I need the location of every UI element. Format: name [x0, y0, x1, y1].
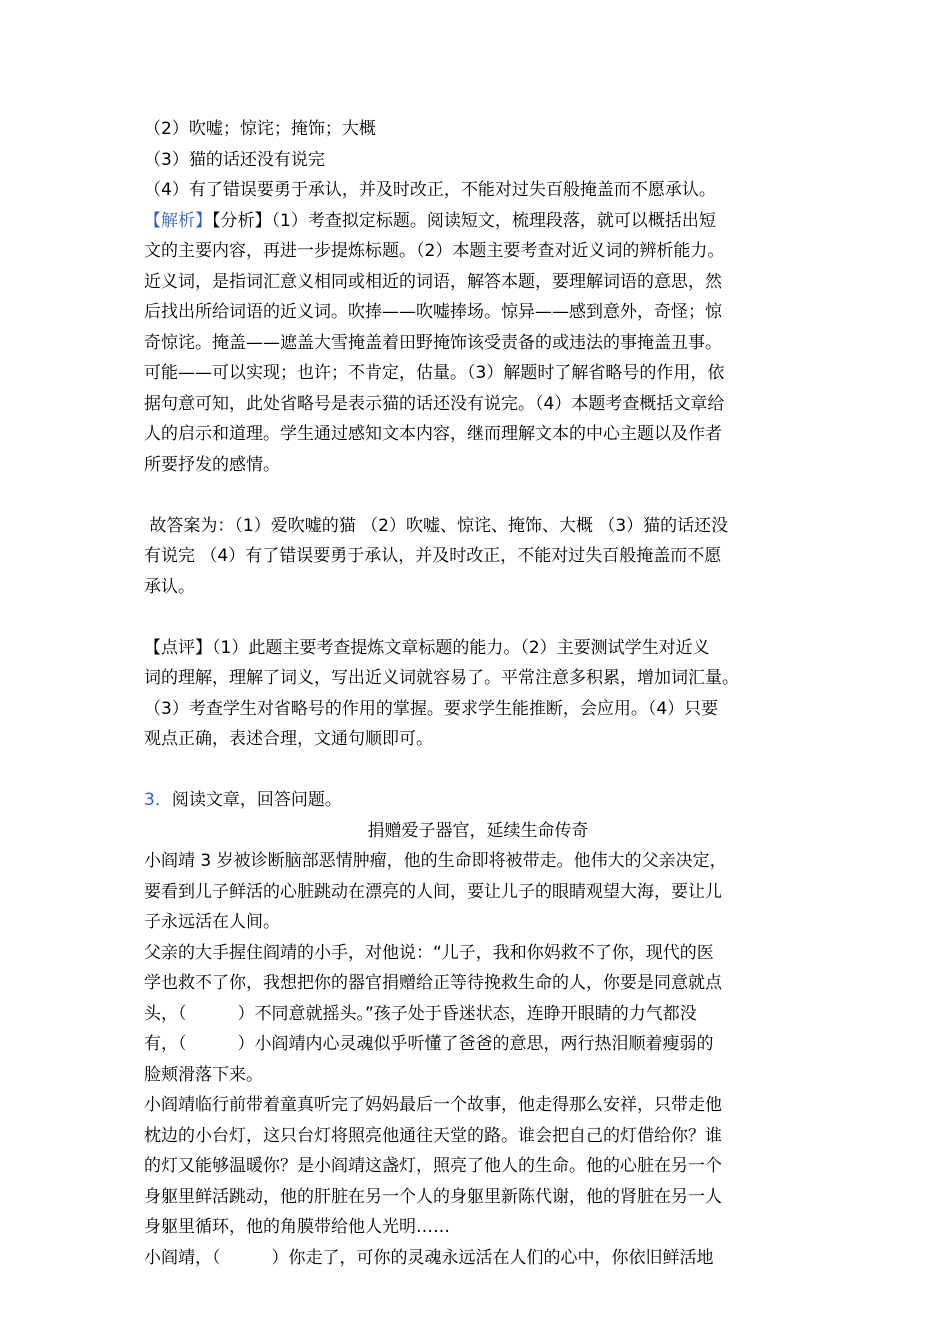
answer-summary-line-2: 有说完 （4）有了错误要勇于承认，并及时改正，不能对过失百般掩盖而不愿	[144, 546, 722, 566]
paragraph-line: 子永远活在人间。	[144, 912, 280, 932]
answer-summary-line-1: 故答案为：（1）爱吹嘘的猫 （2）吹嘘、惊诧、掩饰、大概 （3）猫的话还没	[144, 515, 729, 536]
analysis-line-7: 据句意可知，此处省略号是表示猫的话还没有说完。（4）本题考查概括文章给	[144, 393, 725, 414]
paragraph-line: 学也救不了你，我想把你的器官捐赠给正等待挽救生命的人，你要是同意就点	[144, 973, 722, 993]
answer-summary-line-3: 承认。	[144, 576, 195, 597]
analysis-line-6: 可能——可以实现；也许；不肯定，估量。（3）解题时了解省略号的作用，依	[144, 363, 725, 383]
analysis-line-9: 所要抒发的感情。	[144, 454, 280, 475]
paragraph-line: 枕边的小台灯，这只台灯将照亮他通往天堂的路。谁会把自己的灯借给你？谁	[144, 1125, 722, 1146]
analysis-line-8: 人的启示和道理。学生通过感知文本内容，继而理解文本的中心主题以及作者	[144, 424, 722, 444]
comment-line-1: 【点评】（1）此题主要考查提炼文章标题的能力。（2）主要测试学生对近义	[144, 637, 710, 658]
analysis-tag: 【解析】	[144, 210, 212, 231]
paragraph-line: 的灯又能够温暖你？是小阎靖这盏灯，照亮了他人的生命。他的心脏在另一个	[144, 1156, 722, 1176]
answer-4: （4）有了错误要勇于承认，并及时改正，不能对过失百般掩盖而不愿承认。	[144, 180, 716, 200]
spacer	[144, 602, 812, 633]
comment-line-3: （3）考查学生对省略号的作用的掌握。要求学生能推断，会应用。（4）只要	[144, 698, 719, 719]
analysis-line-5: 奇惊诧。掩盖——遮盖大雪掩盖着田野掩饰该受责备的或违法的事掩盖丑事。	[144, 332, 722, 353]
question-number: 3．	[144, 790, 172, 810]
paragraph-line: 小阎靖 3 岁被诊断脑部恶情肿瘤，他的生命即将被带走。他伟大的父亲决定，	[144, 851, 727, 871]
paragraph-line: 小阎靖，（ ）你走了，可你的灵魂永远活在人们的心中，你依旧鲜活地	[144, 1247, 714, 1268]
document-content	[144, 114, 812, 1273]
analysis-line-2: 文的主要内容，再进一步提炼标题。（2）本题主要考查对近义词的辨析能力。	[144, 241, 725, 261]
comment-line-4: 观点正确，表述合理，文通句顺即可。	[144, 729, 433, 749]
question-3-section	[144, 785, 812, 1273]
analysis-line-1	[144, 206, 812, 237]
answer-summary-section	[144, 511, 812, 603]
article-paragraph-1	[144, 846, 812, 938]
paragraph-line: 有，（ ）小阎靖内心灵魂似乎听懂了爸爸的意思，两行热泪顺着瘦弱的	[144, 1034, 714, 1054]
paragraph-line: 父亲的大手握住阎靖的小手，对他说：“儿子，我和你妈救不了你，现代的医	[144, 942, 714, 963]
comment-section	[144, 633, 812, 755]
paragraph-line: 要看到儿子鲜活的心脏跳动在漂亮的人间，要让儿子的眼睛观望大海，要让儿	[144, 881, 722, 902]
analysis-line-1-text: 【分析】（1）考查拟定标题。阅读短文，梳理段落，就可以概括出短	[212, 210, 716, 231]
article-paragraph-4	[144, 1243, 812, 1274]
answer-3: （3）猫的话还没有说完	[144, 149, 325, 170]
comment-line-2: 词的理解，理解了词义，写出近义词就容易了。平常注意多积累，增加词汇量。	[144, 668, 739, 688]
paragraph-line: 身躯里鲜活跳动，他的肝脏在另一个人的身躯里新陈代谢，他的肾脏在另一人	[144, 1186, 722, 1207]
analysis-line-4: 后找出所给词语的近义词。吹捧——吹嘘捧场。惊异——感到意外，奇怪；惊	[144, 302, 722, 322]
paragraph-line: 脸颊滑落下来。	[144, 1064, 263, 1085]
article-paragraph-3	[144, 1090, 812, 1243]
spacer	[144, 755, 812, 786]
analysis-section	[144, 206, 812, 481]
question-3-header	[144, 785, 812, 816]
question-prompt: 阅读文章，回答问题。	[171, 790, 342, 810]
article-paragraph-2	[144, 938, 812, 1091]
paragraph-line: 小阎靖临行前带着童真听完了妈妈最后一个故事，他走得那么安祥，只带走他	[144, 1095, 722, 1115]
analysis-line-3: 近义词，是指词汇意义相同或相近的词语，解答本题，要理解词语的意思，然	[144, 271, 722, 292]
paragraph-line: 身躯里循环，他的角膜带给他人光明……	[144, 1217, 450, 1237]
answer-2: （2）吹嘘；惊诧；掩饰；大概	[144, 119, 376, 139]
spacer	[144, 480, 812, 511]
paragraph-line: 头，（ ）不同意就摇头。”孩子处于昏迷状态，连睁开眼睛的力气都没	[144, 1003, 697, 1024]
article-title: 捐赠爱子器官，延续生命传奇	[367, 820, 589, 841]
